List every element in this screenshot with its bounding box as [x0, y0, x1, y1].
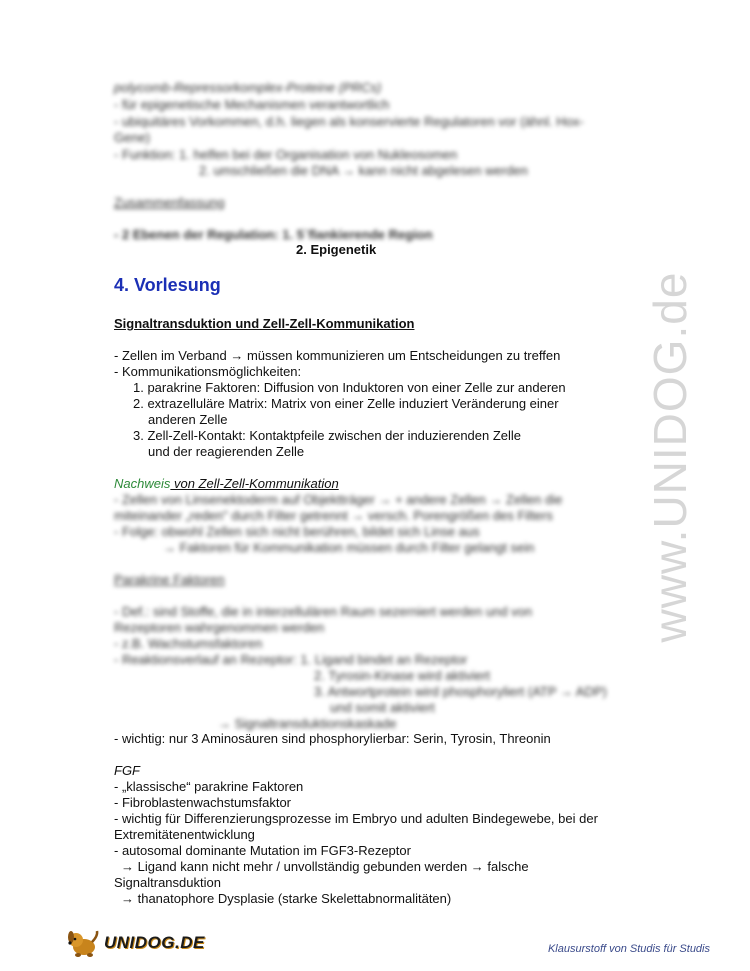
blurred-line: - 2 Ebenen der Regulation: 1. 5`flankierende Region — [114, 227, 433, 242]
blurred-line: - ubiquitäres Vorkommen, d.h. liegen als konservierte Regulatoren vor (ähnl. Hox- — [114, 114, 584, 129]
footer-tagline: Klausurstoff von Studis für Studis — [547, 943, 710, 955]
intro-line: - Kommunikationsmöglichkeiten: — [114, 364, 302, 379]
fgf-line: → Ligand kann nicht mehr / unvollständig gebunden werden → falsche — [121, 859, 529, 874]
blurred-line: Rezeptoren wahrgenommen werden — [114, 620, 325, 635]
wichtig-line: - wichtig: nur 3 Aminosäuren sind phosphorylierbar: Serin, Tyrosin, Threonin — [114, 731, 551, 746]
fgf-line: → thanatophore Dysplasie (starke Skelettabnormalitäten) — [121, 891, 452, 906]
fgf-line: - wichtig für Differenzierungsprozesse im Embryo und adulten Bindegewebe, bei der — [114, 811, 598, 826]
blurred-line: - z.B. Wachstumsfaktoren — [114, 636, 263, 651]
blurred-line: 3. Antwortprotein wird phosphoryliert (ATP → ADP) — [314, 684, 607, 699]
blurred-line: → Faktoren für Kommunikation müssen durch Filter gelangt sein — [163, 540, 535, 555]
blurred-line: Gene) — [114, 130, 151, 145]
dog-mascot-icon — [66, 928, 100, 958]
blurred-line: - Funktion: 1. helfen bei der Organisation von Nukleosomen — [114, 147, 458, 162]
blurred-line: und somit aktiviert — [330, 700, 435, 715]
fgf-line: Signaltransduktion — [114, 875, 221, 890]
blurred-line: - Folge: obwohl Zellen sich nicht berühren, bildet sich Linse aus — [114, 524, 480, 539]
blurred-line: miteinander „reden" durch Filter getrennt → versch. Porengrößen des Filters — [114, 508, 553, 523]
intro-list-item: 2. extrazelluläre Matrix: Matrix von einer Zelle induziert Veränderung einer — [133, 396, 559, 411]
blurred-line: polycomb-Repressorkomplex-Proteine (PRCs) — [114, 80, 382, 95]
section-title: Signaltransduktion und Zell-Zell-Kommunikation — [114, 316, 415, 331]
lecture-title: 4. Vorlesung — [114, 275, 221, 295]
intro-list-item: 1. parakrine Faktoren: Diffusion von Induktoren von einer Zelle zur anderen — [133, 380, 566, 395]
blurred-line: - für epigenetische Mechanismen verantwortlich — [114, 97, 390, 112]
intro-list-item: und der reagierenden Zelle — [148, 444, 305, 459]
intro-list-item: anderen Zelle — [148, 412, 228, 427]
blurred-line: - Zellen von Linsenektoderm auf Objektträger → + andere Zellen → Zellen die — [114, 492, 563, 507]
fgf-line: - Fibroblastenwachstumsfaktor — [114, 795, 292, 810]
intro-list-item: 3. Zell-Zell-Kontakt: Kontaktpfeile zwischen der induzierenden Zelle — [133, 428, 522, 443]
fgf-line: Extremitätenentwicklung — [114, 827, 255, 842]
blurred-heading: Parakrine Faktoren — [114, 572, 225, 587]
blurred-line: 2. umschließen die DNA → kann nicht abgelesen werden — [199, 163, 528, 178]
fgf-line: - autosomal dominante Mutation im FGF3-Rezeptor — [114, 843, 411, 858]
fgf-title: FGF — [114, 763, 140, 778]
blurred-line: 2. Tyrosin-Kinase wird aktiviert — [314, 668, 491, 683]
blurred-line: → Signaltransduktionskaskade — [218, 716, 397, 731]
epigenetik-line: 2. Epigenetik — [296, 242, 377, 257]
nachweis-rest: von Zell-Zell-Kommunikation — [170, 476, 339, 491]
fgf-line: - „klassische“ parakrine Faktoren — [114, 779, 304, 794]
nachweis-heading — [114, 476, 339, 492]
unidog-logo[interactable] — [66, 928, 205, 958]
nachweis-keyword: Nachweis — [114, 476, 171, 491]
blurred-line: - Def.: sind Stoffe, die in interzellulären Raum sezerniert werden und von — [114, 604, 533, 619]
watermark-text: www.UNIDOG.de — [644, 271, 696, 643]
intro-line: - Zellen im Verband → müssen kommunizieren um Entscheidungen zu treffen — [114, 348, 561, 363]
blurred-line: - Reaktionsverlauf an Rezeptor: 1. Ligand bindet an Rezeptor — [114, 652, 468, 667]
blurred-heading: Zusammenfassung — [114, 195, 225, 210]
logo-text: UNIDOG.DE — [104, 933, 205, 952]
